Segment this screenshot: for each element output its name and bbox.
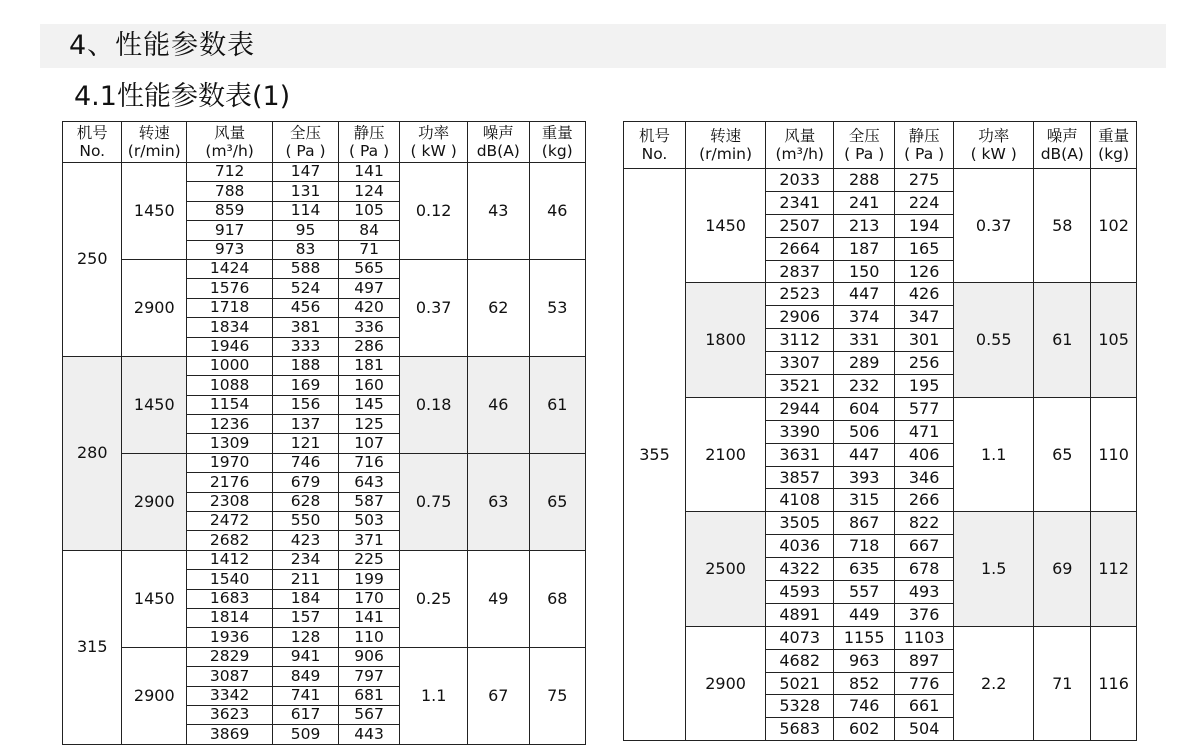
header-label: 转速 xyxy=(138,124,170,142)
header-label: 全压 xyxy=(290,124,322,142)
total-pressure-cell: 718 xyxy=(834,535,895,558)
total-pressure-cell: 213 xyxy=(834,214,895,237)
total-pressure-cell: 449 xyxy=(834,603,895,626)
total-pressure-cell: 506 xyxy=(834,420,895,443)
speed-cell: 2500 xyxy=(685,512,765,626)
flow-cell: 2472 xyxy=(187,512,273,531)
flow-cell: 3342 xyxy=(187,686,273,705)
table-row xyxy=(63,356,586,375)
header-unit: ( Pa ) xyxy=(285,142,326,160)
flow-cell: 788 xyxy=(187,182,273,201)
total-pressure-cell: 241 xyxy=(834,191,895,214)
total-pressure-cell: 156 xyxy=(273,395,339,414)
total-pressure-cell: 849 xyxy=(273,667,339,686)
total-pressure-cell: 423 xyxy=(273,531,339,550)
static-pressure-cell: 160 xyxy=(338,376,400,395)
power-cell: 0.75 xyxy=(400,453,468,550)
header-unit: ( kW ) xyxy=(410,142,457,160)
total-pressure-cell: 628 xyxy=(273,492,339,511)
static-pressure-cell: 371 xyxy=(338,531,400,550)
header-unit: (m³/h) xyxy=(775,145,824,163)
weight-cell: 46 xyxy=(529,163,585,260)
flow-cell: 1946 xyxy=(187,337,273,356)
flow-cell: 1936 xyxy=(187,628,273,647)
static-pressure-cell: 181 xyxy=(338,356,400,375)
total-pressure-cell: 169 xyxy=(273,376,339,395)
total-pressure-cell: 289 xyxy=(834,352,895,375)
flow-cell: 3112 xyxy=(766,329,834,352)
flow-cell: 3390 xyxy=(766,420,834,443)
total-pressure-cell: 941 xyxy=(273,647,339,666)
header-power xyxy=(400,122,468,163)
noise-cell: 43 xyxy=(468,163,530,260)
flow-cell: 3623 xyxy=(187,705,273,724)
flow-cell: 4322 xyxy=(766,558,834,581)
total-pressure-cell: 679 xyxy=(273,473,339,492)
total-pressure-cell: 131 xyxy=(273,182,339,201)
table-row xyxy=(63,453,586,472)
performance-table-left xyxy=(62,121,586,745)
power-cell: 0.12 xyxy=(400,163,468,260)
static-pressure-cell: 716 xyxy=(338,453,400,472)
header-unit: (m³/h) xyxy=(205,142,254,160)
header-noise xyxy=(1034,122,1091,169)
flow-cell: 1000 xyxy=(187,356,273,375)
flow-cell: 1814 xyxy=(187,608,273,627)
header-static-pressure xyxy=(895,122,954,169)
table-row xyxy=(624,512,1137,535)
flow-cell: 4108 xyxy=(766,489,834,512)
total-pressure-cell: 150 xyxy=(834,260,895,283)
speed-cell: 2900 xyxy=(685,626,765,740)
header-unit: (kg) xyxy=(541,142,573,160)
static-pressure-cell: 776 xyxy=(895,672,954,695)
total-pressure-cell: 604 xyxy=(834,397,895,420)
flow-cell: 3869 xyxy=(187,725,273,744)
static-pressure-cell: 577 xyxy=(895,397,954,420)
header-label: 风量 xyxy=(214,124,246,142)
header-speed xyxy=(685,122,765,169)
header-power xyxy=(954,122,1034,169)
weight-cell: 75 xyxy=(529,647,585,744)
header-static-pressure xyxy=(338,122,400,163)
header-flow xyxy=(766,122,834,169)
header-unit: No. xyxy=(641,145,668,163)
total-pressure-cell: 963 xyxy=(834,649,895,672)
flow-cell: 2507 xyxy=(766,214,834,237)
static-pressure-cell: 266 xyxy=(895,489,954,512)
speed-cell: 2100 xyxy=(685,397,765,511)
power-cell: 1.1 xyxy=(400,647,468,744)
total-pressure-cell: 852 xyxy=(834,672,895,695)
flow-cell: 4593 xyxy=(766,581,834,604)
header-label: 功率 xyxy=(978,127,1010,145)
total-pressure-cell: 393 xyxy=(834,466,895,489)
header-speed xyxy=(122,122,187,163)
static-pressure-cell: 275 xyxy=(895,169,954,192)
header-label: 功率 xyxy=(418,124,450,142)
flow-cell: 917 xyxy=(187,221,273,240)
table-row xyxy=(624,397,1137,420)
flow-cell: 2944 xyxy=(766,397,834,420)
static-pressure-cell: 643 xyxy=(338,473,400,492)
flow-cell: 2033 xyxy=(766,169,834,192)
flow-cell: 5021 xyxy=(766,672,834,695)
table-row xyxy=(63,163,586,182)
header-model xyxy=(63,122,122,163)
flow-cell: 1834 xyxy=(187,318,273,337)
power-cell: 0.55 xyxy=(954,283,1034,397)
flow-cell: 3087 xyxy=(187,667,273,686)
flow-cell: 2523 xyxy=(766,283,834,306)
header-label: 重量 xyxy=(541,124,573,142)
noise-cell: 61 xyxy=(1034,283,1091,397)
total-pressure-cell: 1155 xyxy=(834,626,895,649)
power-cell: 1.1 xyxy=(954,397,1034,511)
flow-cell: 2341 xyxy=(766,191,834,214)
speed-cell: 1450 xyxy=(122,163,187,260)
total-pressure-cell: 746 xyxy=(273,453,339,472)
header-unit: ( Pa ) xyxy=(844,145,885,163)
speed-cell: 2900 xyxy=(122,647,187,744)
flow-cell: 4682 xyxy=(766,649,834,672)
noise-cell: 49 xyxy=(468,550,530,647)
total-pressure-cell: 232 xyxy=(834,375,895,398)
header-unit: (r/min) xyxy=(127,142,181,160)
flow-cell: 712 xyxy=(187,163,273,182)
header-weight xyxy=(529,122,585,163)
static-pressure-cell: 124 xyxy=(338,182,400,201)
noise-cell: 69 xyxy=(1034,512,1091,626)
noise-cell: 46 xyxy=(468,356,530,453)
static-pressure-cell: 347 xyxy=(895,306,954,329)
static-pressure-cell: 71 xyxy=(338,240,400,259)
static-pressure-cell: 667 xyxy=(895,535,954,558)
header-unit: dB(A) xyxy=(1040,145,1084,163)
header-label: 机号 xyxy=(638,127,670,145)
header-unit: ( Pa ) xyxy=(904,145,945,163)
static-pressure-cell: 286 xyxy=(338,337,400,356)
header-total-pressure xyxy=(834,122,895,169)
static-pressure-cell: 822 xyxy=(895,512,954,535)
flow-cell: 1718 xyxy=(187,298,273,317)
header-label: 转速 xyxy=(710,127,742,145)
header-unit: (r/min) xyxy=(699,145,753,163)
flow-cell: 4891 xyxy=(766,603,834,626)
static-pressure-cell: 145 xyxy=(338,395,400,414)
header-model xyxy=(624,122,686,169)
static-pressure-cell: 301 xyxy=(895,329,954,352)
total-pressure-cell: 509 xyxy=(273,725,339,744)
noise-cell: 62 xyxy=(468,259,530,356)
flow-cell: 3307 xyxy=(766,352,834,375)
flow-cell: 1088 xyxy=(187,376,273,395)
weight-cell: 53 xyxy=(529,259,585,356)
static-pressure-cell: 107 xyxy=(338,434,400,453)
flow-cell: 859 xyxy=(187,201,273,220)
total-pressure-cell: 83 xyxy=(273,240,339,259)
static-pressure-cell: 897 xyxy=(895,649,954,672)
header-label: 风量 xyxy=(784,127,816,145)
total-pressure-cell: 187 xyxy=(834,237,895,260)
model-number-cell: 315 xyxy=(63,550,122,744)
header-label: 静压 xyxy=(908,127,940,145)
performance-table-right xyxy=(623,121,1137,741)
table-row xyxy=(624,169,1137,192)
total-pressure-cell: 114 xyxy=(273,201,339,220)
total-pressure-cell: 315 xyxy=(834,489,895,512)
total-pressure-cell: 331 xyxy=(834,329,895,352)
total-pressure-cell: 374 xyxy=(834,306,895,329)
noise-cell: 65 xyxy=(1034,397,1091,511)
noise-cell: 63 xyxy=(468,453,530,550)
static-pressure-cell: 443 xyxy=(338,725,400,744)
power-cell: 0.37 xyxy=(400,259,468,356)
header-flow xyxy=(187,122,273,163)
static-pressure-cell: 565 xyxy=(338,259,400,278)
speed-cell: 2900 xyxy=(122,259,187,356)
flow-cell: 1424 xyxy=(187,259,273,278)
total-pressure-cell: 588 xyxy=(273,259,339,278)
static-pressure-cell: 797 xyxy=(338,667,400,686)
total-pressure-cell: 121 xyxy=(273,434,339,453)
table-subtitle: 4.1性能参数表(1) xyxy=(74,81,291,112)
static-pressure-cell: 661 xyxy=(895,695,954,718)
static-pressure-cell: 225 xyxy=(338,550,400,569)
model-number-cell: 355 xyxy=(624,169,686,741)
header-label: 静压 xyxy=(353,124,385,142)
static-pressure-cell: 906 xyxy=(338,647,400,666)
header-noise xyxy=(468,122,530,163)
power-cell: 0.37 xyxy=(954,169,1034,283)
power-cell: 0.25 xyxy=(400,550,468,647)
flow-cell: 1236 xyxy=(187,415,273,434)
static-pressure-cell: 170 xyxy=(338,589,400,608)
flow-cell: 5328 xyxy=(766,695,834,718)
flow-cell: 2308 xyxy=(187,492,273,511)
static-pressure-cell: 256 xyxy=(895,352,954,375)
static-pressure-cell: 224 xyxy=(895,191,954,214)
flow-cell: 2176 xyxy=(187,473,273,492)
header-total-pressure xyxy=(273,122,339,163)
power-cell: 1.5 xyxy=(954,512,1034,626)
static-pressure-cell: 493 xyxy=(895,581,954,604)
header-unit: No. xyxy=(79,142,106,160)
static-pressure-cell: 199 xyxy=(338,570,400,589)
total-pressure-cell: 557 xyxy=(834,581,895,604)
weight-cell: 102 xyxy=(1091,169,1137,283)
flow-cell: 4073 xyxy=(766,626,834,649)
table-row xyxy=(624,283,1137,306)
static-pressure-cell: 165 xyxy=(895,237,954,260)
speed-cell: 2900 xyxy=(122,453,187,550)
speed-cell: 1450 xyxy=(685,169,765,283)
static-pressure-cell: 141 xyxy=(338,608,400,627)
flow-cell: 2664 xyxy=(766,237,834,260)
total-pressure-cell: 550 xyxy=(273,512,339,531)
flow-cell: 3521 xyxy=(766,375,834,398)
static-pressure-cell: 141 xyxy=(338,163,400,182)
total-pressure-cell: 234 xyxy=(273,550,339,569)
total-pressure-cell: 746 xyxy=(834,695,895,718)
weight-cell: 116 xyxy=(1091,626,1137,740)
total-pressure-cell: 867 xyxy=(834,512,895,535)
flow-cell: 3631 xyxy=(766,443,834,466)
total-pressure-cell: 147 xyxy=(273,163,339,182)
flow-cell: 1540 xyxy=(187,570,273,589)
flow-cell: 5683 xyxy=(766,718,834,741)
flow-cell: 2906 xyxy=(766,306,834,329)
static-pressure-cell: 126 xyxy=(895,260,954,283)
static-pressure-cell: 471 xyxy=(895,420,954,443)
noise-cell: 58 xyxy=(1034,169,1091,283)
static-pressure-cell: 426 xyxy=(895,283,954,306)
static-pressure-cell: 504 xyxy=(895,718,954,741)
flow-cell: 1576 xyxy=(187,279,273,298)
header-label: 重量 xyxy=(1098,127,1130,145)
total-pressure-cell: 137 xyxy=(273,415,339,434)
header-weight xyxy=(1091,122,1137,169)
static-pressure-cell: 125 xyxy=(338,415,400,434)
total-pressure-cell: 524 xyxy=(273,279,339,298)
total-pressure-cell: 333 xyxy=(273,337,339,356)
weight-cell: 61 xyxy=(529,356,585,453)
total-pressure-cell: 741 xyxy=(273,686,339,705)
static-pressure-cell: 1103 xyxy=(895,626,954,649)
static-pressure-cell: 110 xyxy=(338,628,400,647)
flow-cell: 3857 xyxy=(766,466,834,489)
total-pressure-cell: 602 xyxy=(834,718,895,741)
power-cell: 0.18 xyxy=(400,356,468,453)
noise-cell: 67 xyxy=(468,647,530,744)
static-pressure-cell: 195 xyxy=(895,375,954,398)
header-unit: dB(A) xyxy=(476,142,520,160)
header-unit: ( kW ) xyxy=(970,145,1017,163)
static-pressure-cell: 105 xyxy=(338,201,400,220)
header-label: 全压 xyxy=(848,127,880,145)
flow-cell: 1683 xyxy=(187,589,273,608)
speed-cell: 1800 xyxy=(685,283,765,397)
flow-cell: 2682 xyxy=(187,531,273,550)
static-pressure-cell: 84 xyxy=(338,221,400,240)
weight-cell: 112 xyxy=(1091,512,1137,626)
static-pressure-cell: 681 xyxy=(338,686,400,705)
total-pressure-cell: 188 xyxy=(273,356,339,375)
static-pressure-cell: 376 xyxy=(895,603,954,626)
static-pressure-cell: 346 xyxy=(895,466,954,489)
flow-cell: 1309 xyxy=(187,434,273,453)
total-pressure-cell: 447 xyxy=(834,443,895,466)
flow-cell: 4036 xyxy=(766,535,834,558)
total-pressure-cell: 381 xyxy=(273,318,339,337)
flow-cell: 1412 xyxy=(187,550,273,569)
table-row xyxy=(63,550,586,569)
static-pressure-cell: 503 xyxy=(338,512,400,531)
static-pressure-cell: 678 xyxy=(895,558,954,581)
speed-cell: 1450 xyxy=(122,356,187,453)
table-row xyxy=(63,647,586,666)
total-pressure-cell: 95 xyxy=(273,221,339,240)
static-pressure-cell: 587 xyxy=(338,492,400,511)
flow-cell: 3505 xyxy=(766,512,834,535)
flow-cell: 1970 xyxy=(187,453,273,472)
header-unit: (kg) xyxy=(1098,145,1130,163)
header-label: 噪声 xyxy=(1046,127,1078,145)
weight-cell: 110 xyxy=(1091,397,1137,511)
speed-cell: 1450 xyxy=(122,550,187,647)
table-row xyxy=(624,626,1137,649)
total-pressure-cell: 617 xyxy=(273,705,339,724)
section-title: 4、性能参数表 xyxy=(69,30,256,61)
total-pressure-cell: 288 xyxy=(834,169,895,192)
header-label: 机号 xyxy=(76,124,108,142)
static-pressure-cell: 406 xyxy=(895,443,954,466)
total-pressure-cell: 157 xyxy=(273,608,339,627)
total-pressure-cell: 456 xyxy=(273,298,339,317)
static-pressure-cell: 497 xyxy=(338,279,400,298)
total-pressure-cell: 447 xyxy=(834,283,895,306)
static-pressure-cell: 194 xyxy=(895,214,954,237)
flow-cell: 973 xyxy=(187,240,273,259)
total-pressure-cell: 128 xyxy=(273,628,339,647)
weight-cell: 68 xyxy=(529,550,585,647)
power-cell: 2.2 xyxy=(954,626,1034,740)
total-pressure-cell: 635 xyxy=(834,558,895,581)
static-pressure-cell: 336 xyxy=(338,318,400,337)
header-label: 噪声 xyxy=(482,124,514,142)
flow-cell: 2829 xyxy=(187,647,273,666)
model-number-cell: 280 xyxy=(63,356,122,550)
total-pressure-cell: 184 xyxy=(273,589,339,608)
model-number-cell: 250 xyxy=(63,163,122,357)
weight-cell: 105 xyxy=(1091,283,1137,397)
flow-cell: 2837 xyxy=(766,260,834,283)
noise-cell: 71 xyxy=(1034,626,1091,740)
static-pressure-cell: 420 xyxy=(338,298,400,317)
weight-cell: 65 xyxy=(529,453,585,550)
static-pressure-cell: 567 xyxy=(338,705,400,724)
header-unit: ( Pa ) xyxy=(349,142,390,160)
table-row xyxy=(63,259,586,278)
total-pressure-cell: 211 xyxy=(273,570,339,589)
flow-cell: 1154 xyxy=(187,395,273,414)
